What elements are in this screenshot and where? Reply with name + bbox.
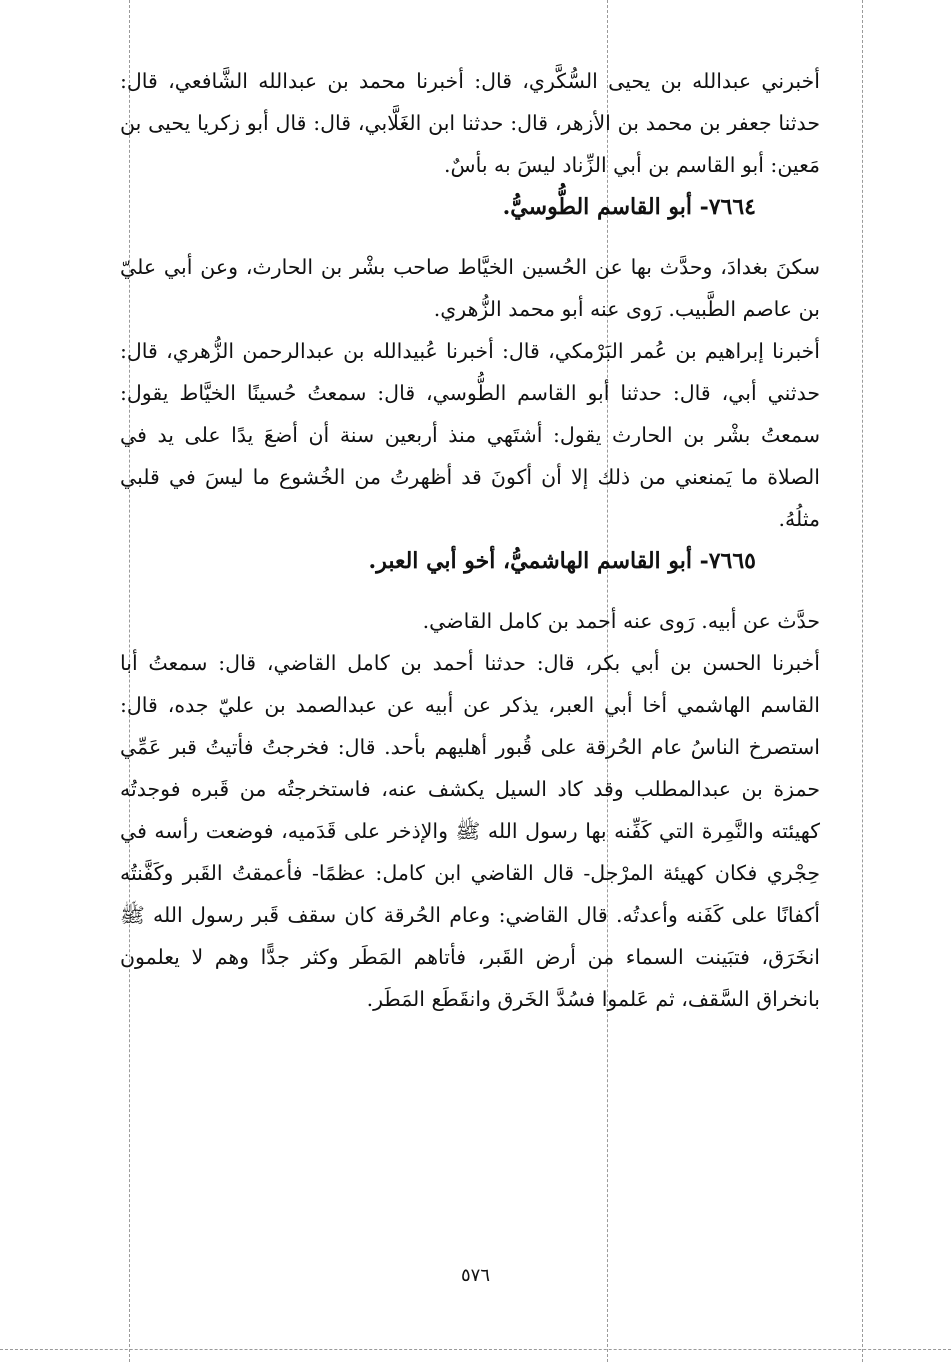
margin-guide-right xyxy=(862,0,863,1362)
page-body xyxy=(120,60,820,1020)
paragraph-bio-7665: حدَّث عن أبيه. رَوى عنه أحمد بن كامل القاضي. xyxy=(422,609,820,633)
entry-heading-7664: ٧٦٦٤- أبو القاسم الطُّوسيُّ. xyxy=(502,194,756,220)
paragraph-isnad-1: أخبرني عبدالله بن يحيى السُّكَّري، قال: أخبرنا محمد بن عبدالله الشَّافعي، قال: حدثنا جعفر بن محمد بن الأزهر، قال: حدثنا ابن الغَلَّابي، قال: قال أبو زكريا يحيى بن مَعين: أبو القاسم بن أبي الزِّناد ليسَ به بأسٌ. xyxy=(120,69,820,177)
spacer xyxy=(120,228,820,246)
spacer xyxy=(120,582,820,600)
paragraph-isnad-2: أخبرنا إبراهيم بن عُمر البَرْمكي، قال: أخبرنا عُبيدالله بن عبدالرحمن الزُّهري، قال: حدثني أبي، قال: حدثنا أبو القاسم الطُّوسي، قال: سمعتُ حُسينًا الخيَّاط يقول: سمعتُ بشْر بن الحارث يقول: أشتَهي منذ أربعين سنة أن أضعَ يدًا على يد في الصلاة ما يَمنعني من ذلك إلا أن أكونَ قد أظهرتُ من الخُشوع ما ليسَ في قلبي مثلُهُ. xyxy=(120,339,820,531)
paragraph-narration: أخبرنا الحسن بن أبي بكر، قال: حدثنا أحمد بن كامل القاضي، قال: سمعتُ أبا القاسم الهاشمي أخا أبي العبر، يذكر عن أبيه عن عبدالصمد بن عليّ جده، قال: استصرخ الناسُ عام الحُرقة على قُبور أهليهم بأحد. قال: فخرجتُ فأتيتُ قبر عَمِّي حمزة بن عبدالمطلب وقد كاد السيل يكشف عنه، فاستخرجتُه من قَبره فوجدتُه كهيئته والنَّمِرة التي كَفِّنه بها رسول الله ﷺ والإذخر على قَدَميه، فوضعت رأسه في حِجْري فكان كهيئة المرْجل- قال القاضي ابن كامل: عظمًا- فأعمقتُ القَبر وكَفَّنتُه أكفانًا على كَفَنه وأعدتُه. قال القاضي: وعام الحُرقة كان سقف قَبر رسول الله ﷺ انخَرَق، فتبَينت السماء من أرض القَبر، فأتاهم المَطَر وكثر جدًّا وهم لا يعلمون بانخراق السَّقف، ثم عَلموا فسُدَّ الخَرق وانقَطَع المَطَر. xyxy=(120,651,820,1011)
paragraph-bio-7664: سكنَ بغدادَ، وحدَّث بها عن الحُسين الخيَّاط صاحب بشْر بن الحارث، وعن أبي عليّ بن عاصم الطَّبيب. رَوى عنه أبو محمد الزُّهري. xyxy=(120,255,820,321)
page-number: ٥٧٦ xyxy=(460,1265,490,1286)
margin-guide-bottom xyxy=(0,1349,951,1350)
entry-heading-7665: ٧٦٦٥- أبو القاسم الهاشميُّ، أخو أبي العبر. xyxy=(368,548,756,574)
